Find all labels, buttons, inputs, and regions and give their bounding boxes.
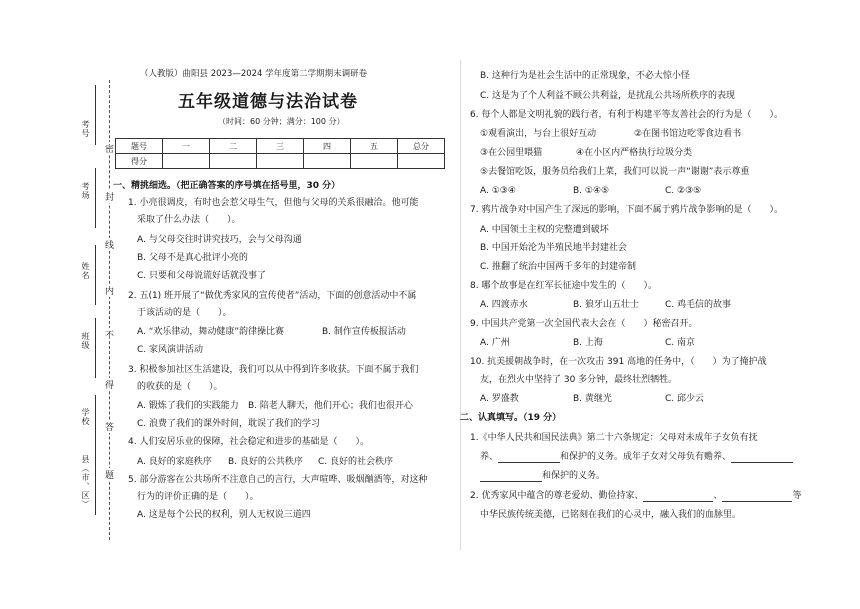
school-label: 学校 [81, 408, 90, 426]
score-table [115, 138, 445, 169]
fill-q1-text: 和保护的义务。成年子女对父母负有赡养、 [560, 452, 732, 462]
fill-q1-line3 [480, 470, 605, 482]
column-divider [460, 60, 461, 550]
school-line [95, 395, 96, 455]
name-label: 姓名 [81, 262, 90, 280]
q7-option-c[interactable]: C. 推翻了统治中国两千多年的封建帝制 [480, 262, 637, 272]
seal-char: 密 [105, 142, 114, 155]
q2-option-a[interactable]: A. “欢乐律动，舞动健康”韵律操比赛 [137, 327, 285, 337]
q1-option-b[interactable]: B. 父母不是真心批评小亮的 [137, 253, 248, 263]
q6-statement-4: ④在小区内严格执行垃圾分类 [576, 148, 693, 158]
q6-statement-5: ⑤去餐馆吃饭，服务员给我们上菜，我们可以说一声“谢谢”表示尊重 [480, 167, 750, 177]
score-table-cell: 一 [163, 139, 210, 154]
q5-option-b[interactable]: B. 这种行为是社会生活中的正常现象，不必大惊小怪 [480, 71, 690, 81]
q5-option-c[interactable]: C. 这是为了个人利益不顾公共利益，是扰乱公共场所秩序的表现 [480, 91, 736, 101]
fill-blank[interactable] [643, 491, 713, 502]
seal-char: 线 [105, 238, 114, 251]
seal-char: 封 [105, 190, 114, 203]
q6-statement-3: ③在公园里喂猫 [480, 148, 543, 158]
score-table-cell: 得分 [116, 154, 163, 169]
q10-option-c[interactable]: C. 邱少云 [665, 394, 705, 404]
fill-blank[interactable] [480, 471, 542, 482]
score-table-cell: 题号 [116, 139, 163, 154]
exam-room-line [95, 168, 96, 228]
section2-heading: 二、认真填写。（19 分） [460, 413, 562, 423]
q9-stem: 9. 中国共产党第一次全国代表大会在（ ）秘密召开。 [470, 319, 698, 329]
q6-option-c[interactable]: C. ②③⑤ [665, 186, 702, 196]
q1-option-c[interactable]: C. 只要和父母说谎好话就没事了 [137, 271, 267, 281]
fill-q2-text: 等 [792, 491, 802, 501]
fill-blank[interactable] [498, 452, 560, 463]
county-line [95, 455, 96, 515]
section1-heading: 一、精挑细选。（把正确答案的序号填在括号里，30 分） [113, 181, 341, 191]
score-input-cell[interactable] [398, 154, 445, 169]
score-input-cell[interactable] [163, 154, 210, 169]
score-table-header-row [116, 139, 445, 154]
q7-stem: 7. 鸦片战争对中国产生了深远的影响，下面不属于鸦片战争影响的是（ ）。 [470, 205, 783, 215]
q5-stem: 5. 部分游客在公共场所不注意自己的言行，大声喧哗、吸烟酗酒等，对这种 [128, 475, 428, 485]
exam-room-label: 考场 [81, 182, 90, 200]
q8-option-c[interactable]: C. 鸡毛信的故事 [665, 300, 732, 310]
fill-q1-text: 养、 [480, 452, 499, 462]
fill-blank[interactable] [722, 491, 792, 502]
q3-stem-cont: 的收获的是（ ）。 [137, 382, 223, 392]
score-input-cell[interactable] [351, 154, 398, 169]
q8-stem: 8. 哪个故事是在红军长征途中发生的（ ）。 [470, 281, 657, 291]
fill-q2-line2: 中华民族传统美德，已铭刻在我们的心灵中，融入我们的血脉里。 [480, 510, 742, 520]
q6-statement-1: ①观看演出，与台上很好互动 [480, 129, 597, 139]
q5-option-a[interactable]: A. 这是每个公民的权利，别人无权说三道四 [137, 510, 311, 520]
q9-option-c[interactable]: C. 南京 [665, 338, 696, 348]
q8-option-b[interactable]: B. 狼牙山五壮士 [573, 300, 639, 310]
q6-option-a[interactable]: A. ①③④ [480, 186, 516, 196]
q7-option-b[interactable]: B. 中国开始沦为半殖民地半封建社会 [480, 243, 627, 253]
q4-option-b[interactable]: B. 良好的公共秩序 [228, 457, 303, 467]
seal-char: 不 [105, 328, 114, 341]
exam-meta: （时间：60 分钟；满分：100 分） [218, 117, 345, 126]
fill-q2-text: 、 [713, 491, 723, 501]
score-table-cell: 四 [304, 139, 351, 154]
q6-stem: 6. 每个人都是文明礼貌的践行者，有利于构建平等友善社会的行为是（ ）。 [470, 110, 783, 120]
seal-char: 题 [105, 468, 114, 481]
county-label: 县（市、区） [81, 455, 90, 509]
fill-blank[interactable] [731, 452, 793, 463]
q10-stem-cont: 友，在烈火中坚持了 30 多分钟，最终壮烈牺牲。 [480, 375, 678, 385]
class-label: 班级 [81, 332, 90, 350]
fill-q1-text: 和保护的义务。 [542, 471, 606, 481]
q6-option-b[interactable]: B. ①④⑤ [573, 186, 610, 196]
seal-char: 答 [105, 420, 114, 433]
q4-option-c[interactable]: C. 良好的社会秩序 [318, 457, 394, 467]
score-table-score-row [116, 154, 445, 169]
q9-option-b[interactable]: B. 上海 [573, 338, 603, 348]
q7-option-a[interactable]: A. 中国领土主权的完整遭到破坏 [480, 225, 609, 235]
q3-option-c[interactable]: C. 浪费了我们的课外时间，耽误了我们的学习 [137, 419, 321, 429]
q4-stem: 4. 人们安居乐业的保障，社会稳定和进步的基础是（ ）。 [128, 437, 369, 447]
q3-option-a[interactable]: A. 锻炼了我们的实践能力 [137, 401, 239, 411]
q3-stem: 3. 积极参加社区生活建设，我们可以从中得到许多收获。下面不属于我们 [128, 365, 419, 375]
fill-q2-line1 [470, 490, 801, 502]
q3-option-b[interactable]: B. 陪老人聊天，他们开心；我们也很开心 [248, 401, 413, 411]
q1-option-a[interactable]: A. 与父母交往时讲究技巧，会与父母沟通 [137, 235, 302, 245]
q8-option-a[interactable]: A. 四渡赤水 [480, 300, 528, 310]
score-input-cell[interactable] [257, 154, 304, 169]
q10-stem: 10. 抗美援朝战争时，在一次攻击 391 高地的任务中，（ ）为了掩护战 [470, 357, 767, 367]
score-input-cell[interactable] [210, 154, 257, 169]
fill-q1-line2 [480, 451, 793, 463]
score-table-cell: 二 [210, 139, 257, 154]
score-table-cell: 五 [351, 139, 398, 154]
q1-stem: 1. 小亮很调皮，有时也会惹父母生气，但他与父母的关系很融洽。他可能 [128, 198, 419, 208]
name-line [95, 245, 96, 305]
fill-q2-text: 2. 优秀家风中蕴含的尊老爱幼、勤俭持家、 [470, 491, 644, 501]
q9-option-a[interactable]: A. 广州 [480, 338, 510, 348]
q5-stem-cont: 行为的评价正确的是（ ）。 [137, 492, 259, 502]
exam-number-label: 考号 [81, 120, 90, 138]
score-table-cell: 三 [257, 139, 304, 154]
exam-number-line [95, 85, 96, 145]
q2-stem-cont: 于该活动的是（ ）。 [137, 308, 232, 318]
q6-statement-2: ②在图书馆边吃零食边看书 [634, 129, 742, 139]
score-input-cell[interactable] [304, 154, 351, 169]
class-line [95, 318, 96, 378]
q10-option-b[interactable]: B. 黄继光 [573, 394, 612, 404]
exam-subtitle: （人教版）曲阳县 2023—2024 学年度第二学期期末调研卷 [140, 69, 368, 79]
seal-char: 内 [105, 284, 114, 297]
q1-stem-cont: 采取了什么办法（ ）。 [137, 215, 241, 225]
q10-option-a[interactable]: A. 罗盛教 [480, 394, 519, 404]
q2-option-b[interactable]: B. 制作宣传板报活动 [322, 327, 406, 337]
q2-stem: 2. 五(1) 班开展了“做优秀家风的宣传使者”活动，下面的创意活动中不属 [128, 291, 417, 301]
fill-q1-line1: 1.《中华人民共和国民法典》第二十六条规定：父母对未成年子女负有抚 [470, 433, 758, 443]
q2-option-c[interactable]: C. 家风演讲活动 [137, 345, 204, 355]
exam-title: 五年级道德与法治试卷 [178, 92, 358, 112]
score-table-cell: 总分 [398, 139, 445, 154]
seal-char: 得 [105, 378, 114, 391]
q4-option-a[interactable]: A. 良好的家庭秩序 [137, 457, 212, 467]
